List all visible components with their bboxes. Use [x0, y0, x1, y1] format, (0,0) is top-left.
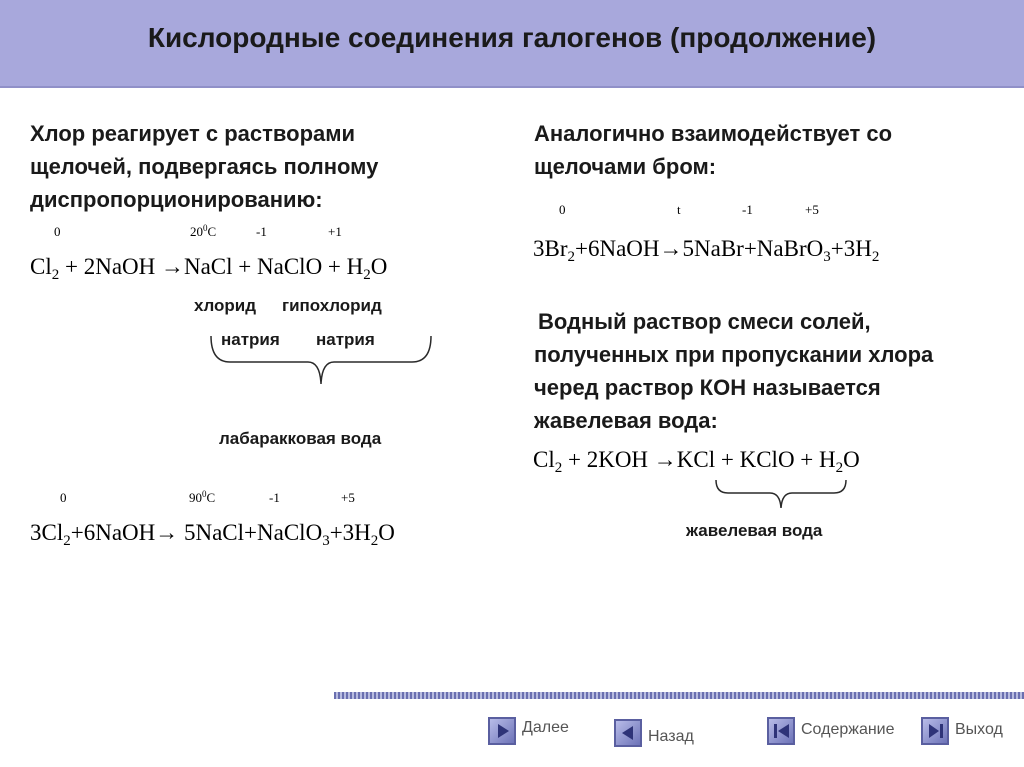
ox-state: 0: [60, 490, 67, 505]
ox-state: +5: [805, 202, 819, 217]
next-button[interactable]: [488, 717, 569, 745]
ox-state: +5: [341, 490, 355, 505]
title-bar: [0, 0, 1024, 88]
contents-button[interactable]: [767, 717, 895, 745]
back-arrow-icon: [614, 719, 642, 747]
curly-brace-left: [208, 334, 434, 392]
label-chloride: хлорид: [194, 296, 257, 315]
contents-label: Содержание: [801, 721, 895, 738]
ox-state: -1: [256, 224, 267, 239]
reaction-temperature: $90^0C$: [189, 489, 216, 505]
exit-button[interactable]: [921, 717, 1003, 745]
ox-state: 0: [54, 224, 61, 239]
ox-state: -1: [269, 490, 280, 505]
right-intro-text: Аналогично взаимодействует со щелочами бром:: [534, 121, 893, 179]
left-intro-text: Хлор реагирует с растворами щелочей, подвергаясь полному диспропорционированию:: [30, 121, 379, 212]
javel-water-paragraph: Водный раствор смеси солей, полученных при пропускании хлора черед раствор КОН называется жавелевая вода:: [534, 309, 934, 433]
exit-icon: [921, 717, 949, 745]
next-arrow-icon: [488, 717, 516, 745]
footer-divider: [334, 692, 1024, 699]
ox-state: 0: [559, 202, 566, 217]
brace-label-javel-water: жавелевая вода: [686, 521, 823, 540]
equation-3: $3Br_2+6NaOH\to 5NaBr+NaBrO_3+3H_2$: [533, 236, 880, 265]
label-sodium-1: натрия: [221, 330, 280, 349]
slide-title: Кислородные соединения галогенов (продолжение): [147, 22, 877, 53]
brace-label-labarraque-water: лабаракковая вода: [219, 429, 382, 448]
label-hypochlorite: гипохлорид: [282, 296, 382, 315]
curly-brace-right: [714, 478, 850, 512]
reaction-temperature: t: [677, 202, 681, 217]
ox-state: -1: [742, 202, 753, 217]
exit-label: Выход: [955, 721, 1003, 738]
equation-2: $3Cl_2+6NaOH\to$ $5NaCl+NaClO_3+3H_2O$: [30, 520, 395, 549]
contents-icon: [767, 717, 795, 745]
label-sodium-2: натрия: [316, 330, 375, 349]
back-label: Назад: [648, 728, 694, 745]
equation-4: $Cl_2 + 2KOH \to KCl$ + KClO + $H_2O$: [533, 447, 860, 476]
next-label: Далее: [522, 719, 569, 736]
equation-1: $Cl_2$ + 2NaOH →NaCl + NaClO + $H_2O$: [30, 254, 388, 283]
back-button[interactable]: [614, 719, 694, 747]
reaction-temperature: $20^0C$: [190, 223, 217, 239]
ox-state: +1: [328, 224, 342, 239]
